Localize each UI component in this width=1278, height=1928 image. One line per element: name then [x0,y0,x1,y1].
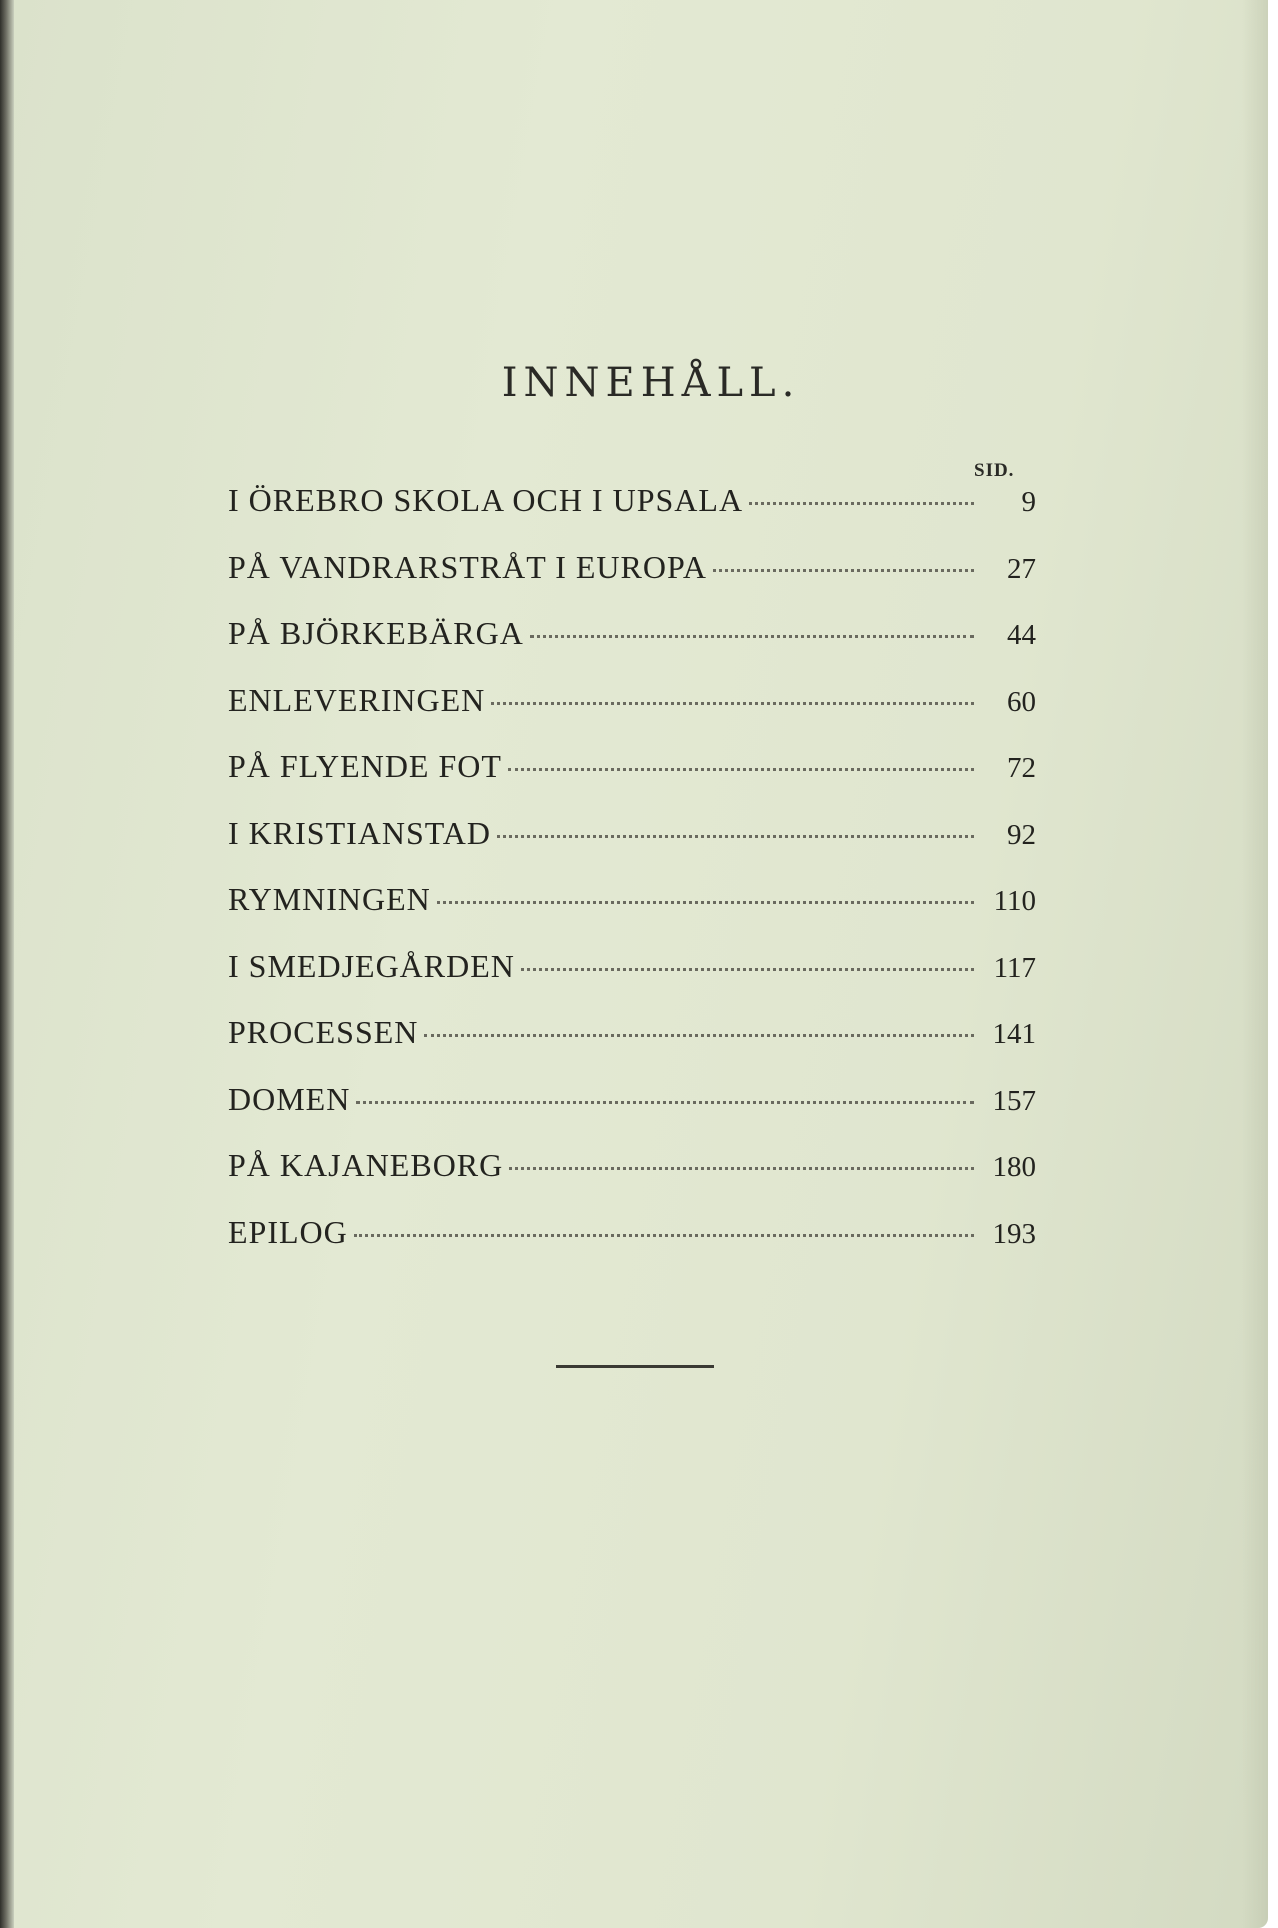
toc-entry-page: 193 [992,1217,1036,1250]
toc-entry [228,682,1036,749]
toc-entry [228,748,1036,815]
toc-entry-title: RYMNINGEN [228,881,431,917]
toc-entry-page: 141 [992,1018,1036,1050]
dot-leader [521,968,974,971]
dot-leader [354,1234,974,1237]
toc-entry [228,1081,1036,1148]
toc-entry-page: 72 [1007,752,1036,784]
toc-entry-page: 27 [1007,552,1036,585]
page-column-label: SID. [974,460,1015,481]
toc-entry-title: I KRISTIANSTAD [228,814,491,851]
toc-entry [228,1014,1036,1081]
dot-leader [424,1034,974,1037]
dot-leader [713,569,974,572]
closing-rule [556,1365,714,1368]
toc-entry-page: 60 [1007,685,1036,718]
toc-entry-page: 180 [992,1151,1036,1183]
toc-entry-title: I SMEDJEGÅRDEN [228,947,515,984]
page-shadow [1242,0,1268,1928]
table-of-contents [228,482,1036,1280]
toc-entry-page: 92 [1007,818,1036,851]
toc-entry-page: 9 [1021,486,1036,518]
toc-entry [228,1214,1036,1281]
dot-leader [530,635,974,638]
dot-leader [356,1101,974,1104]
dot-leader [437,901,974,904]
toc-entry-page: 110 [993,885,1036,917]
toc-entry [228,815,1036,882]
dot-leader [491,702,974,705]
toc-entry-title: EPILOG [228,1213,348,1250]
toc-entry [228,615,1036,682]
toc-entry [228,549,1036,616]
toc-entry-page: 44 [1007,619,1036,651]
dot-leader [497,835,974,838]
toc-entry-title: I ÖREBRO SKOLA OCH I UPSALA [228,482,744,518]
toc-entry-title: ENLEVERINGEN [228,681,486,718]
toc-entry [228,881,1036,948]
toc-entry-title: PÅ KAJANEBORG [228,1147,504,1183]
dot-leader [749,502,974,505]
toc-entry [228,1147,1036,1214]
dot-leader [509,1167,974,1170]
page-title: INNEHÅLL. [501,360,801,406]
toc-entry-page: 157 [992,1084,1036,1117]
toc-entry [228,948,1036,1015]
toc-entry-title: PÅ VANDRARSTRÅT I EUROPA [228,548,707,585]
paper-page [14,0,1268,1928]
toc-entry-page: 117 [993,951,1036,984]
toc-entry-title: PROCESSEN [228,1014,419,1050]
toc-entry [228,482,1036,549]
toc-entry-title: PÅ FLYENDE FOT [228,748,502,784]
dot-leader [508,768,974,771]
toc-entry-title: DOMEN [228,1080,351,1117]
toc-entry-title: PÅ BJÖRKEBÄRGA [228,615,524,651]
